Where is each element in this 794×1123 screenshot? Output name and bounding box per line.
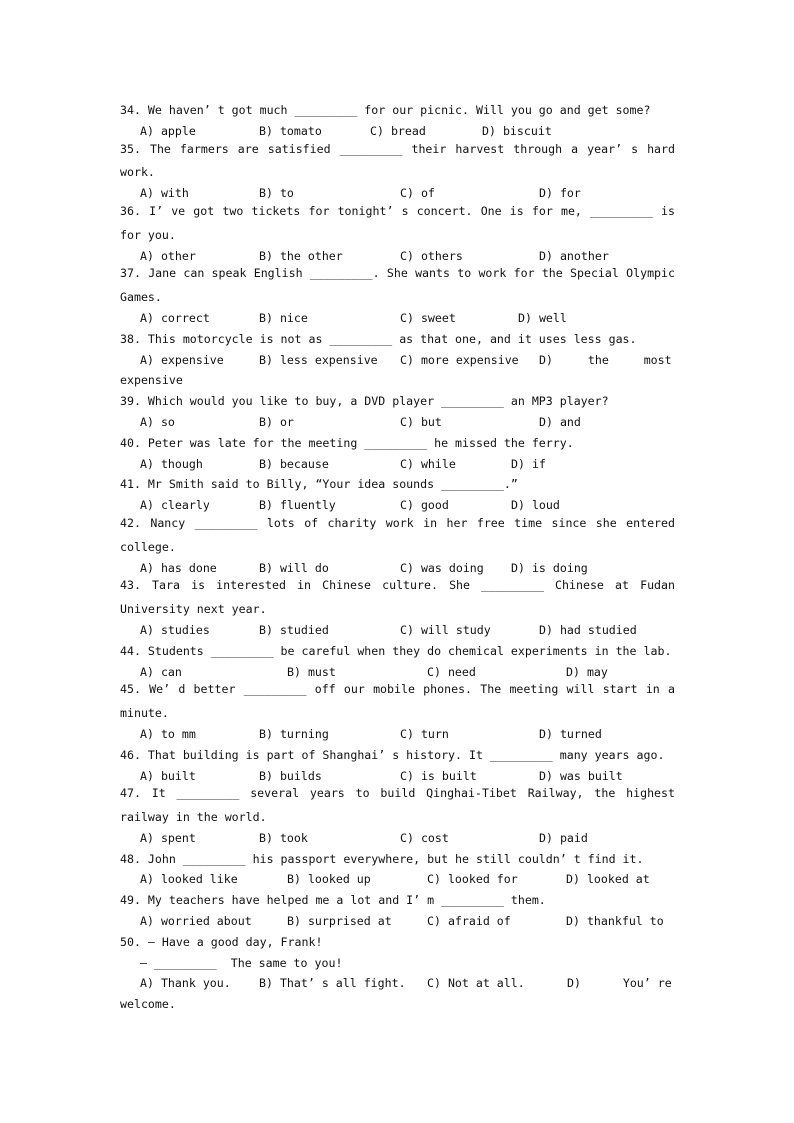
- options-43: [120, 620, 675, 641]
- options-50: [120, 973, 675, 994]
- option-a: A) correct: [140, 310, 210, 325]
- option-d: D) was built: [539, 768, 623, 783]
- question-44: 44. Students _________ be careful when they do chemical experiments in the lab.: [120, 643, 672, 658]
- question-38-wrap: expensive: [120, 373, 183, 388]
- option-b: B) looked up: [287, 872, 371, 887]
- question-39: 39. Which would you like to buy, a DVD player _________ an MP3 player?: [120, 394, 609, 409]
- option-d: D) paid: [539, 830, 588, 845]
- option-d: D) had studied: [539, 622, 637, 637]
- option-d: D) for: [539, 186, 581, 201]
- option-b: B) turning: [259, 726, 329, 741]
- options-42: [120, 558, 675, 579]
- option-d: D) the most: [539, 352, 672, 367]
- question-46: 46. That building is part of Shanghai’ s history. It _________ many years ago.: [120, 747, 665, 762]
- question-49: 49. My teachers have helped me a lot and I’ m _________ them.: [120, 893, 546, 908]
- option-d: D) biscuit: [482, 123, 552, 138]
- option-b: B) will do: [259, 560, 329, 575]
- options-38: [120, 350, 675, 371]
- option-b: B) tomato: [259, 123, 322, 138]
- option-b: B) nice: [259, 310, 308, 325]
- question-38: 38. This motorcycle is not as _________ as that one, and it uses less gas.: [120, 331, 637, 346]
- option-d: D) looked at: [566, 872, 650, 887]
- option-c: C) will study: [400, 622, 491, 637]
- option-b: B) surprised at: [287, 914, 392, 929]
- option-b: B) the other: [259, 248, 343, 263]
- option-d: D) You’ re: [567, 976, 672, 991]
- option-a: A) built: [140, 768, 196, 783]
- option-c: C) more expensive: [400, 352, 519, 367]
- question-43: 43. Tara is interested in Chinese culture. She _________ Chinese at Fudan University next year.: [120, 578, 675, 617]
- options-40: [120, 454, 675, 475]
- option-b: B) must: [287, 664, 336, 679]
- option-d: D) and: [539, 414, 581, 429]
- option-d: D) is doing: [511, 560, 588, 575]
- option-a: A) though: [140, 456, 203, 471]
- options-39: [120, 412, 675, 433]
- question-41: 41. Mr Smith said to Billy, “Your idea sounds _________.”: [120, 477, 518, 492]
- question-50-wrap: welcome.: [120, 997, 176, 1012]
- option-d: D) thankful to: [566, 914, 664, 929]
- option-a: A) has done: [140, 560, 217, 575]
- option-d: D) loud: [511, 498, 560, 513]
- option-c: C) but: [400, 414, 442, 429]
- options-47: [120, 828, 675, 849]
- option-c: C) was doing: [400, 560, 484, 575]
- option-a: A) so: [140, 414, 175, 429]
- option-a: A) can: [140, 664, 182, 679]
- option-b: B) to: [259, 186, 294, 201]
- option-c: C) cost: [400, 830, 449, 845]
- option-d: D) turned: [539, 726, 602, 741]
- option-b: B) or: [259, 414, 294, 429]
- option-c: C) turn: [400, 726, 449, 741]
- option-d: D) may: [566, 664, 608, 679]
- option-a: A) with: [140, 186, 189, 201]
- question-34: 34. We haven’ t got much _________ for our picnic. Will you go and get some?: [120, 103, 651, 117]
- option-a: A) spent: [140, 830, 196, 845]
- options-41: [120, 495, 675, 516]
- option-b: B) took: [259, 830, 308, 845]
- option-b: B) builds: [259, 768, 322, 783]
- option-a: A) worried about: [140, 914, 252, 929]
- option-d: D) well: [518, 310, 567, 325]
- question-45: 45. We’ d better _________ off our mobile phones. The meeting will start in a minute.: [120, 682, 675, 721]
- option-c: C) of: [400, 186, 435, 201]
- options-46: [120, 766, 675, 787]
- option-a: A) Thank you.: [140, 976, 231, 991]
- option-c: C) sweet: [400, 310, 456, 325]
- question-50: 50. – Have a good day, Frank!: [120, 934, 323, 949]
- option-a: A) clearly: [140, 498, 210, 513]
- option-c: C) need: [427, 664, 476, 679]
- question-36: 36. I’ ve got two tickets for tonight’ s concert. One is for me, _________ is for you.: [120, 203, 675, 242]
- options-34: [120, 121, 675, 142]
- option-c: C) while: [400, 456, 456, 471]
- option-c: C) Not at all.: [427, 976, 525, 991]
- option-d: D) another: [539, 248, 609, 263]
- option-b: B) because: [259, 456, 329, 471]
- option-c: C) bread: [370, 123, 426, 138]
- question-35: 35. The farmers are satisfied _________ their harvest through a year’ s hard work.: [120, 141, 675, 180]
- option-c: C) others: [400, 248, 463, 263]
- option-d: D) if: [511, 456, 546, 471]
- option-c: C) is built: [400, 768, 477, 783]
- question-37: 37. Jane can speak English _________. She wants to work for the Special Olympic Games.: [120, 266, 675, 305]
- options-49: [120, 911, 675, 932]
- option-a: A) apple: [140, 123, 196, 138]
- options-44: [120, 662, 675, 683]
- option-c: C) looked for: [427, 872, 518, 887]
- options-45: [120, 724, 675, 745]
- option-a: A) to mm: [140, 726, 196, 741]
- option-a: A) studies: [140, 622, 210, 637]
- option-b: B) fluently: [259, 498, 336, 513]
- options-35: [120, 183, 675, 204]
- option-a: A) other: [140, 248, 196, 263]
- question-48: 48. John _________ his passport everywhere, but he still couldn’ t find it.: [120, 851, 644, 866]
- option-c: C) good: [400, 498, 449, 513]
- option-c: C) afraid of: [427, 914, 511, 929]
- question-50-reply: – _________ The same to you!: [140, 955, 343, 970]
- exam-page: [120, 100, 675, 1015]
- option-a: A) expensive: [140, 352, 224, 367]
- option-b: B) less expensive: [259, 352, 378, 367]
- options-48: [120, 869, 675, 890]
- question-47: 47. It _________ several years to build Qinghai-Tibet Railway, the highest railway in the world.: [120, 786, 675, 825]
- option-a: A) looked like: [140, 872, 238, 887]
- question-40: 40. Peter was late for the meeting _________ he missed the ferry.: [120, 435, 574, 450]
- options-36: [120, 246, 675, 267]
- option-b: B) That’ s all fight.: [259, 976, 406, 991]
- question-42: 42. Nancy _________ lots of charity work in her free time since she entered college.: [120, 515, 675, 554]
- options-37: [120, 308, 675, 329]
- option-b: B) studied: [259, 622, 329, 637]
